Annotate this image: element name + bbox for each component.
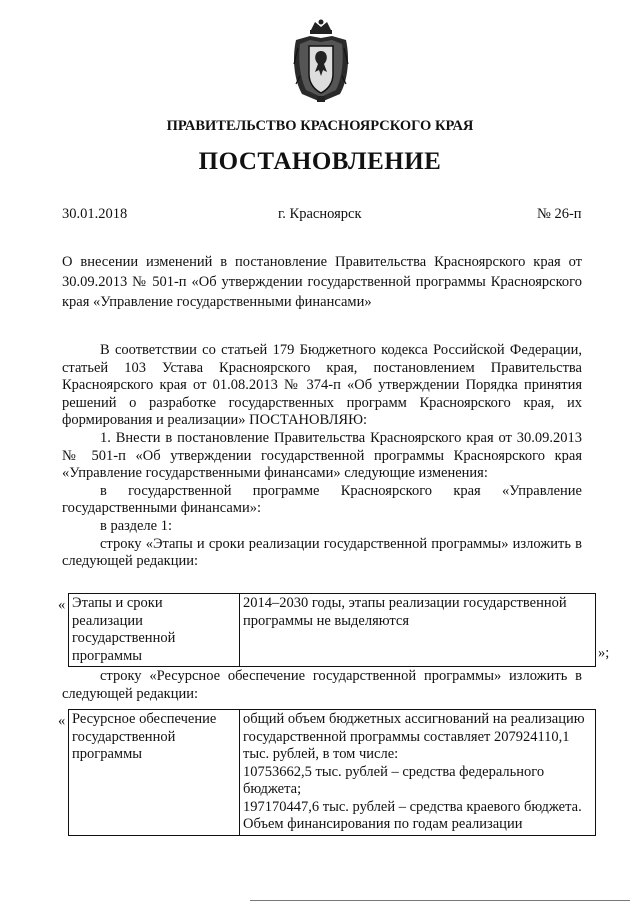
body-block (62, 342, 582, 571)
paragraph-section: в разделе 1: (100, 517, 173, 534)
table1-open-quote: « (58, 597, 66, 613)
table1-left-cell: Этапы и сроки реализации государственной программы (69, 594, 240, 667)
coat-of-arms-icon (290, 18, 352, 104)
table-stages (68, 593, 596, 667)
table-resources (68, 709, 596, 836)
document-number: № 26-п (537, 206, 582, 222)
table2-right-cell (240, 710, 596, 836)
table1-right-cell: 2014–2030 годы, этапы реализации государственной программы не выделяются (240, 594, 596, 667)
page-edge-line (250, 900, 630, 901)
table2-left-cell: Ресурсное обеспечение государственной программы (69, 710, 240, 836)
table2-open-quote: « (58, 713, 66, 729)
body-block-2 (62, 668, 582, 703)
table2-line: общий объем бюджетных ассигнований на реализацию государственной программы составляет 207924110,1 тыс. рублей, в том числе: (243, 711, 585, 762)
paragraph-program: в государственной программе Красноярского края «Управление государственными финансами»: (62, 482, 582, 517)
document-subject: О внесении изменений в постановление Правительства Красноярского края от 30.09.2013 № 501-п «Об утверждении государственной программы Красноярского края «Управление государственными финансами» (62, 254, 582, 310)
document-city: г. Красноярск (278, 206, 362, 222)
paragraph-row-stages: строку «Этапы и сроки реализации государственной программы» изложить в следующей редакции: (62, 535, 582, 570)
paragraph-item-1: 1. Внести в постановление Правительства Красноярского края от 30.09.2013 № 501-п «Об утверждении государственной программы Красноярского края «Управление государственными финансами» следующие изменения: (62, 429, 582, 482)
government-title: ПРАВИТЕЛЬСТВО КРАСНОЯРСКОГО КРАЯ (166, 118, 474, 134)
document-type: ПОСТАНОВЛЕНИЕ (198, 148, 442, 175)
paragraph-row-resources: строку «Ресурсное обеспечение государственной программы» изложить в следующей редакции: (62, 668, 582, 702)
table2-line: Объем финансирования по годам реализации (243, 816, 523, 832)
table2-line: 197170447,6 тыс. рублей – средства краевого бюджета. (243, 798, 582, 815)
paragraph-basis: В соответствии со статьей 179 Бюджетного кодекса Российской Федерации, статьей 103 Устава Красноярского края, постановлением Правительства Красноярского края от 01.08.2013 № 374-п «Об утверждении Порядка принятия решений о разработке государственных программ Красноярского края, их формирования и реализации» ПОСТАНОВЛЯЮ: (62, 342, 582, 429)
table1-close-quote: »; (598, 645, 610, 661)
document-date: 30.01.2018 (62, 206, 128, 222)
table2-line: 10753662,5 тыс. рублей – средства федерального бюджета; (243, 763, 545, 797)
